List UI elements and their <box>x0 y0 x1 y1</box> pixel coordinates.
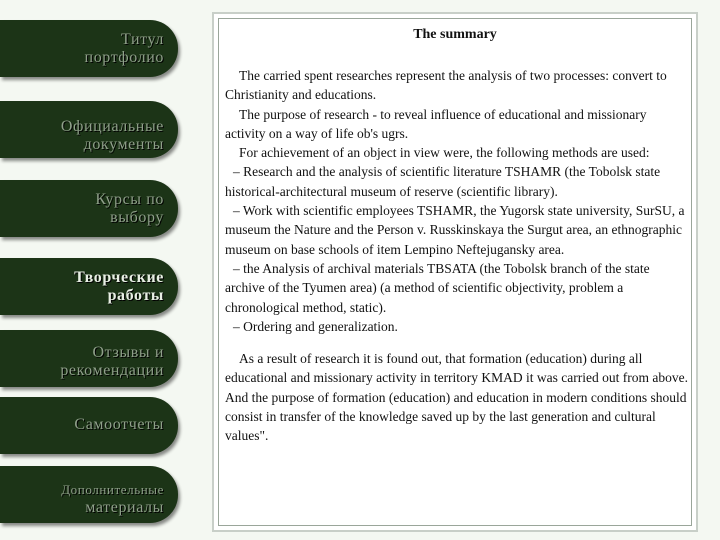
summary-title: The summary <box>413 27 497 42</box>
nav-label-line2: портфолио <box>84 49 164 66</box>
nav-reviews-recommendations[interactable] <box>0 330 178 387</box>
summary-paragraph: The carried spent researches represent the analysis of two processes: convert to Christianity and educations. <box>225 68 667 103</box>
summary-paragraph: For achievement of an object in view were, the following methods are used: <box>239 145 650 161</box>
summary-text <box>225 66 689 446</box>
nav-label-line1: Дополнительные <box>61 482 164 497</box>
nav-label-line1: Отзывы и <box>92 344 164 361</box>
summary-paragraph: As a result of research it is found out, that formation (education) during all educational and missionary activity in territory KMAD it was carried out from above. And the purpose of formation (education) and education in modern conditions should consist in transfer of the knowledge saved up by the last generation and cultural values". <box>225 351 688 444</box>
summary-paragraph: – Ordering and generalization. <box>233 318 398 334</box>
summary-paragraph: – Work with scientific employees TSHAMR, the Yugorsk state university, SurSU, a museum the Nature and the Person v. Russkinskaya the Surgut area, an ethnographic museum on base schools of item Lempino Neftejugansky area. <box>225 203 685 257</box>
nav-label-line1: Официальные <box>60 118 164 135</box>
nav-label-line1: Творческие <box>74 269 164 286</box>
nav-label-line1: Самоотчеты <box>74 416 164 433</box>
nav-label-line2: работы <box>107 287 164 304</box>
nav-label-line2: рекомендации <box>60 362 164 379</box>
sidebar-nav <box>0 0 190 540</box>
nav-self-reports[interactable] <box>0 397 178 454</box>
summary-panel <box>212 12 698 532</box>
summary-paragraph: – Research and the analysis of scientific literature TSHAMR (the Tobolsk state historical-architectural museum of reserve (scientific library). <box>225 164 661 199</box>
nav-label-line2: материалы <box>85 499 164 516</box>
nav-label-line2: выбору <box>110 209 164 226</box>
nav-title-portfolio[interactable] <box>0 20 178 77</box>
nav-official-documents[interactable] <box>0 101 178 158</box>
summary-paragraph: – the Analysis of archival materials TBSATA (the Tobolsk branch of the state archive of the Tyumen area) (a method of scientific objectivity, problem a chronological method, static). <box>225 260 650 315</box>
summary-paragraph: The purpose of research - to reveal influence of educational and missionary activity on a way of life ob's ugrs. <box>225 106 647 141</box>
nav-creative-works[interactable] <box>0 258 178 315</box>
nav-additional-materials[interactable] <box>0 466 178 523</box>
nav-label-line1: Титул <box>121 31 164 48</box>
paragraph-gap <box>225 336 689 349</box>
nav-label-line1: Курсы по <box>95 191 164 208</box>
nav-elective-courses[interactable] <box>0 180 178 237</box>
nav-label-line2: документы <box>83 136 164 153</box>
